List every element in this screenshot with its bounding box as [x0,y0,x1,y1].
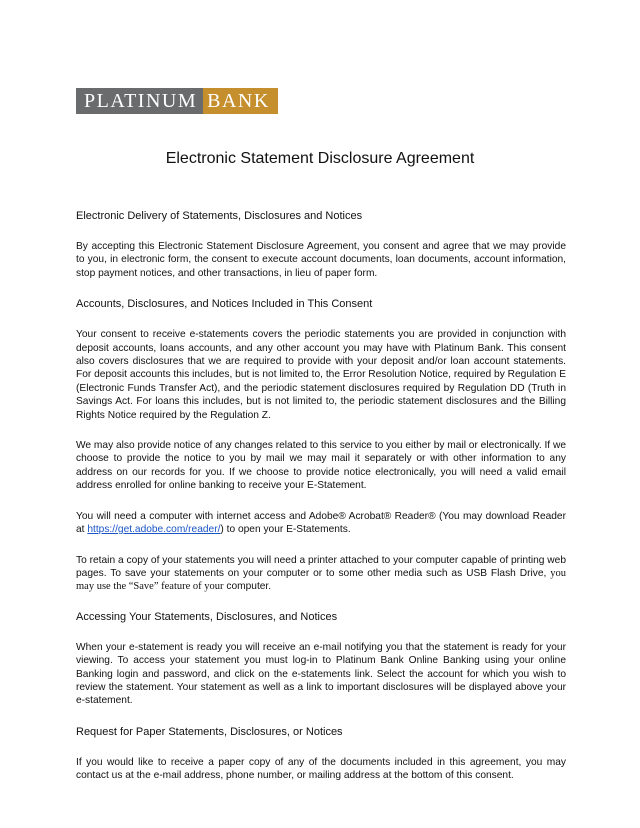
adobe-reader-link[interactable]: https://get.adobe.com/reader/ [87,524,221,536]
section-heading-electronic-delivery: Electronic Delivery of Statements, Disclosures and Notices [76,210,363,222]
paragraph-e-statements-coverage: Your consent to receive e-statements covers the periodic statements you are provided in conjunction with deposit accounts, loans accounts, and any other account you may have with Platinum Bank. This consent also covers disclosures that we are required to provide with your deposit and/or loan account statements. For deposit accounts this includes, but is not limited to, the Error Resolution Notice, required by Regulation E (Electronic Funds Transfer Act), and the periodic statement disclosures required by Regulation DD (Truth in Savings Act. For loans this includes, but is not limited to, the periodic statement disclosures and the Billing Rights Notice required by the Regulation Z. [76,329,566,421]
requirements-text: You will need a computer with internet access and Adobe® Acrobat® Reader® (You may download Reader at [76,510,566,536]
paragraph-retain-copy [76,554,566,594]
requirements-text-end: ) to open your E-Statements. [220,524,351,536]
section-heading-accounts-included: Accounts, Disclosures, and Notices Included in This Consent [76,298,373,311]
paragraph-paper-statements: If you would like to receive a paper copy of any of the documents included in this agreement, you may contact us at the e-mail address, phone number, or mailing address at the bottom of this consent. [76,756,566,782]
section-heading-paper-statements: Request for Paper Statements, Disclosures, or Notices [76,725,343,738]
paragraph-accessing-statements: When your e-statement is ready you will receive an e-mail notifying you that the statement is ready for your viewing. To access your statement you must log-in to Platinum Bank Online Banking using your online Banking login and password, and click on the e-statements link. Select the account for which you wish to review the statement. Your statement as well as a link to important disclosures will be displayed above your e-statement. [76,641,566,707]
paragraph-notice-of-changes: We may also provide notice of any changes related to this service to you either by mail or electronically. If we choose to provide the notice to you by mail we may mail it separately or with other information to any address on our records for you. If we choose to provide notice electronically, you will need a valid email address enrolled for online banking to receive your E-Statement. [76,440,566,492]
retain-copy-text-end: computer. [223,581,272,593]
retain-copy-serif-text: you may use the “Save” feature of your [76,567,566,593]
logo-platinum-text: PLATINUM [76,88,203,114]
section-heading-accessing-statements: Accessing Your Statements, Disclosures, and Notices [76,610,338,623]
paragraph-consent: By accepting this Electronic Statement Disclosure Agreement, you consent and agree that we may provide to you, in electronic form, the consent to execute account documents, loan documents, account information, stop payment notices, and other transactions, in lieu of paper form. [76,241,566,279]
document-body [76,209,566,800]
retain-copy-text: To retain a copy of your statements you will need a printer attached to your computer capable of printing web pages. To save your statements on your computer or to some other media such as USB Flash Drive, [76,554,566,579]
logo-bank-text: BANK [203,88,278,114]
document-title: Electronic Statement Disclosure Agreement [165,150,475,167]
paragraph-computer-requirements [76,510,566,537]
platinum-bank-logo [76,88,278,114]
